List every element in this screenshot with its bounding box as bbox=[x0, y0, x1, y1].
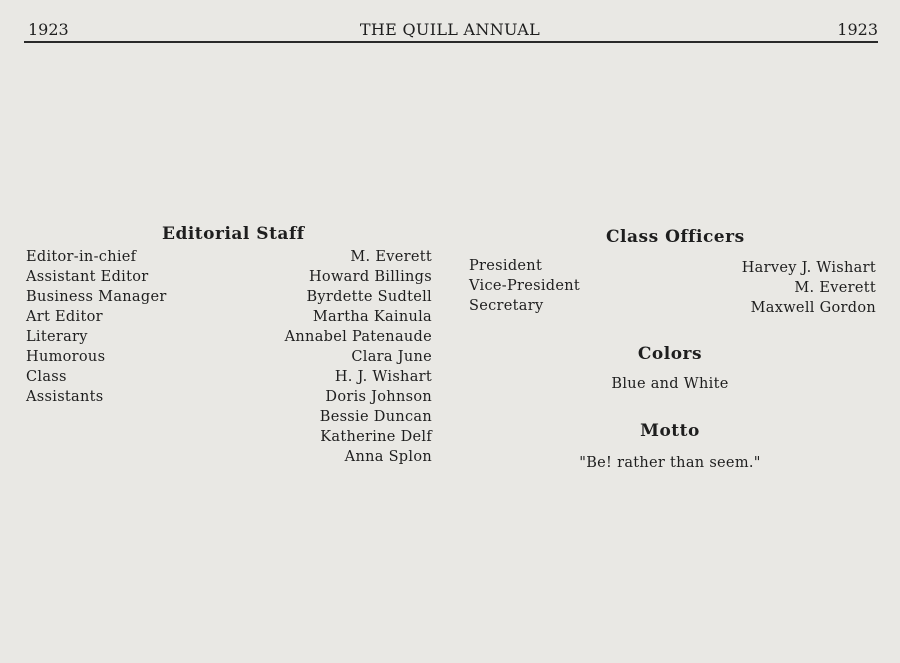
editorial-name: Katherine Delf bbox=[320, 429, 432, 445]
editorial-name: Annabel Patenaude bbox=[284, 329, 432, 345]
editorial-names-list bbox=[232, 247, 432, 467]
officer-name: M. Everett bbox=[794, 280, 876, 296]
editorial-role: Assistants bbox=[26, 389, 104, 405]
editorial-name: Doris Johnson bbox=[325, 389, 432, 405]
editorial-role: Art Editor bbox=[26, 309, 103, 325]
editorial-name: M. Everett bbox=[350, 249, 432, 265]
header-rule bbox=[24, 41, 878, 43]
editorial-name: Anna Splon bbox=[344, 449, 432, 465]
colors-value: Blue and White bbox=[611, 376, 729, 392]
officer-name: Harvey J. Wishart bbox=[741, 260, 876, 276]
editorial-roles-list bbox=[26, 247, 167, 407]
editorial-role: Editor-in-chief bbox=[26, 249, 137, 265]
editorial-role: Literary bbox=[26, 329, 88, 345]
editorial-staff-heading: Editorial Staff bbox=[162, 224, 305, 244]
editorial-role: Class bbox=[26, 369, 67, 385]
motto-heading: Motto bbox=[640, 421, 700, 441]
editorial-name: H. J. Wishart bbox=[334, 369, 432, 385]
officer-roles-list bbox=[469, 256, 580, 316]
officer-name: Maxwell Gordon bbox=[750, 300, 876, 316]
editorial-role: Business Manager bbox=[26, 289, 167, 305]
motto-value: "Be! rather than seem." bbox=[579, 455, 761, 471]
class-officers-heading: Class Officers bbox=[606, 227, 745, 247]
header-year-left: 1923 bbox=[28, 20, 69, 39]
editorial-name: Bessie Duncan bbox=[319, 409, 432, 425]
editorial-role: Assistant Editor bbox=[26, 269, 149, 285]
editorial-name: Byrdette Sudtell bbox=[306, 289, 432, 305]
editorial-name: Clara June bbox=[351, 349, 432, 365]
officer-role: President bbox=[469, 258, 543, 274]
editorial-name: Martha Kainula bbox=[312, 309, 432, 325]
editorial-role: Humorous bbox=[26, 349, 106, 365]
colors-heading: Colors bbox=[637, 344, 703, 364]
header-title: THE QUILL ANNUAL bbox=[359, 20, 541, 39]
header-year-right: 1923 bbox=[837, 20, 878, 39]
officer-names-list bbox=[676, 258, 876, 318]
editorial-name: Howard Billings bbox=[308, 269, 432, 285]
officer-role: Vice-President bbox=[469, 278, 581, 294]
officer-role: Secretary bbox=[469, 298, 544, 314]
